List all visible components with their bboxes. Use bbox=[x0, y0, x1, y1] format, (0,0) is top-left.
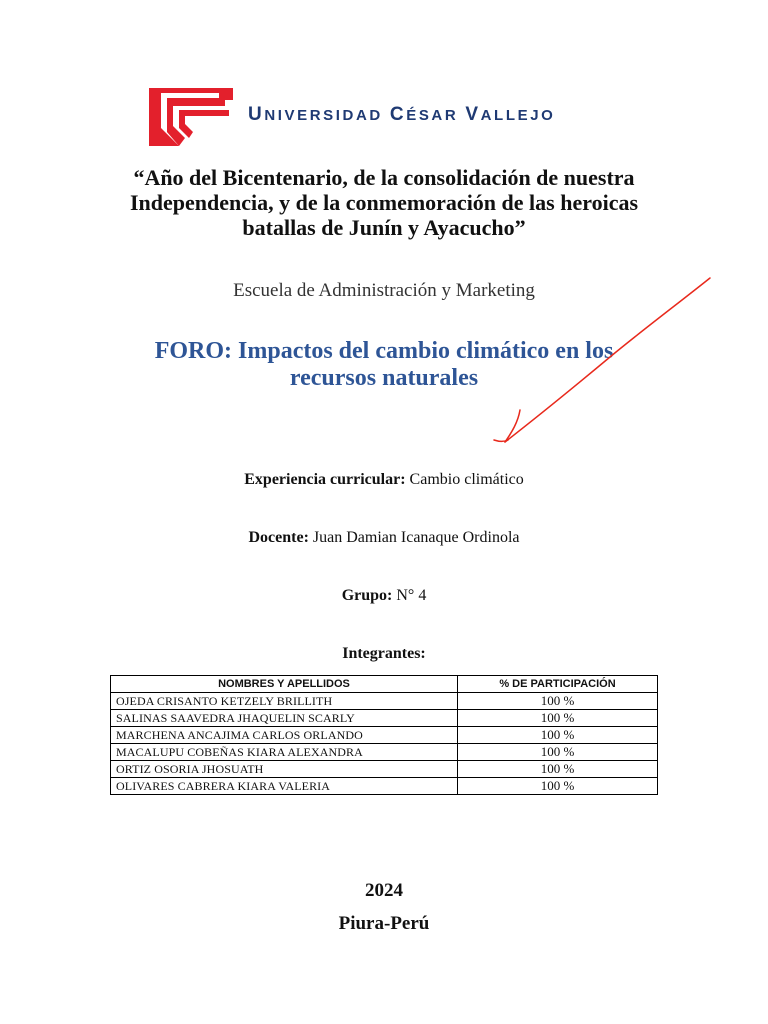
table-row bbox=[111, 693, 658, 710]
title-line: FORO: Impactos del cambio climático en los bbox=[154, 338, 614, 364]
table-row bbox=[111, 727, 658, 744]
motto-line: Independencia, y de la conmemoración de las heroicas bbox=[129, 190, 639, 215]
column-header-names: NOMBRES Y APELLIDOS bbox=[111, 676, 458, 693]
member-participation: 100 % bbox=[458, 710, 658, 727]
member-name: SALINAS SAAVEDRA JHAQUELIN SCARLY bbox=[111, 710, 458, 727]
group-label: Grupo: bbox=[341, 587, 393, 604]
member-participation: 100 % bbox=[458, 727, 658, 744]
experience-value: Cambio climático bbox=[409, 471, 524, 488]
motto-line: batallas de Junín y Ayacucho” bbox=[242, 215, 526, 240]
ucv-logo-icon bbox=[149, 88, 233, 146]
university-name: UNIVERSIDAD CÉSAR VALLEJO bbox=[248, 104, 556, 125]
teacher bbox=[0, 529, 768, 547]
table-header-row bbox=[111, 676, 658, 693]
motto-line: “Año del Bicentenario, de la consolidación de nuestra bbox=[133, 165, 635, 190]
member-participation: 100 % bbox=[458, 693, 658, 710]
title-line: recursos naturales bbox=[289, 365, 479, 391]
table-row bbox=[111, 761, 658, 778]
member-participation: 100 % bbox=[458, 744, 658, 761]
year-motto bbox=[0, 165, 768, 240]
member-name: MACALUPU COBEÑAS KIARA ALEXANDRA bbox=[111, 744, 458, 761]
table-row bbox=[111, 710, 658, 727]
table-row bbox=[111, 744, 658, 761]
member-name: OJEDA CRISANTO KETZELY BRILLITH bbox=[111, 693, 458, 710]
teacher-label: Docente: bbox=[248, 529, 309, 546]
member-name: MARCHENA ANCAJIMA CARLOS ORLANDO bbox=[111, 727, 458, 744]
group bbox=[0, 587, 768, 605]
member-name: OLIVARES CABRERA KIARA VALERIA bbox=[111, 778, 458, 795]
members-table bbox=[110, 675, 658, 795]
column-header-participation: % DE PARTICIPACIÓN bbox=[458, 676, 658, 693]
curricular-experience bbox=[0, 471, 768, 489]
place: Piura-Perú bbox=[338, 913, 430, 934]
red-checkmark-icon bbox=[490, 272, 720, 452]
experience-label: Experiencia curricular: bbox=[244, 471, 406, 488]
members-heading: Integrantes: bbox=[342, 645, 426, 662]
member-participation: 100 % bbox=[458, 761, 658, 778]
table-row bbox=[111, 778, 658, 795]
group-value: N° 4 bbox=[396, 587, 427, 604]
school-name: Escuela de Administración y Marketing bbox=[233, 280, 535, 301]
year: 2024 bbox=[365, 880, 403, 901]
member-name: ORTIZ OSORIA JHOSUATH bbox=[111, 761, 458, 778]
member-participation: 100 % bbox=[458, 778, 658, 795]
teacher-value: Juan Damian Icanaque Ordinola bbox=[312, 529, 520, 546]
